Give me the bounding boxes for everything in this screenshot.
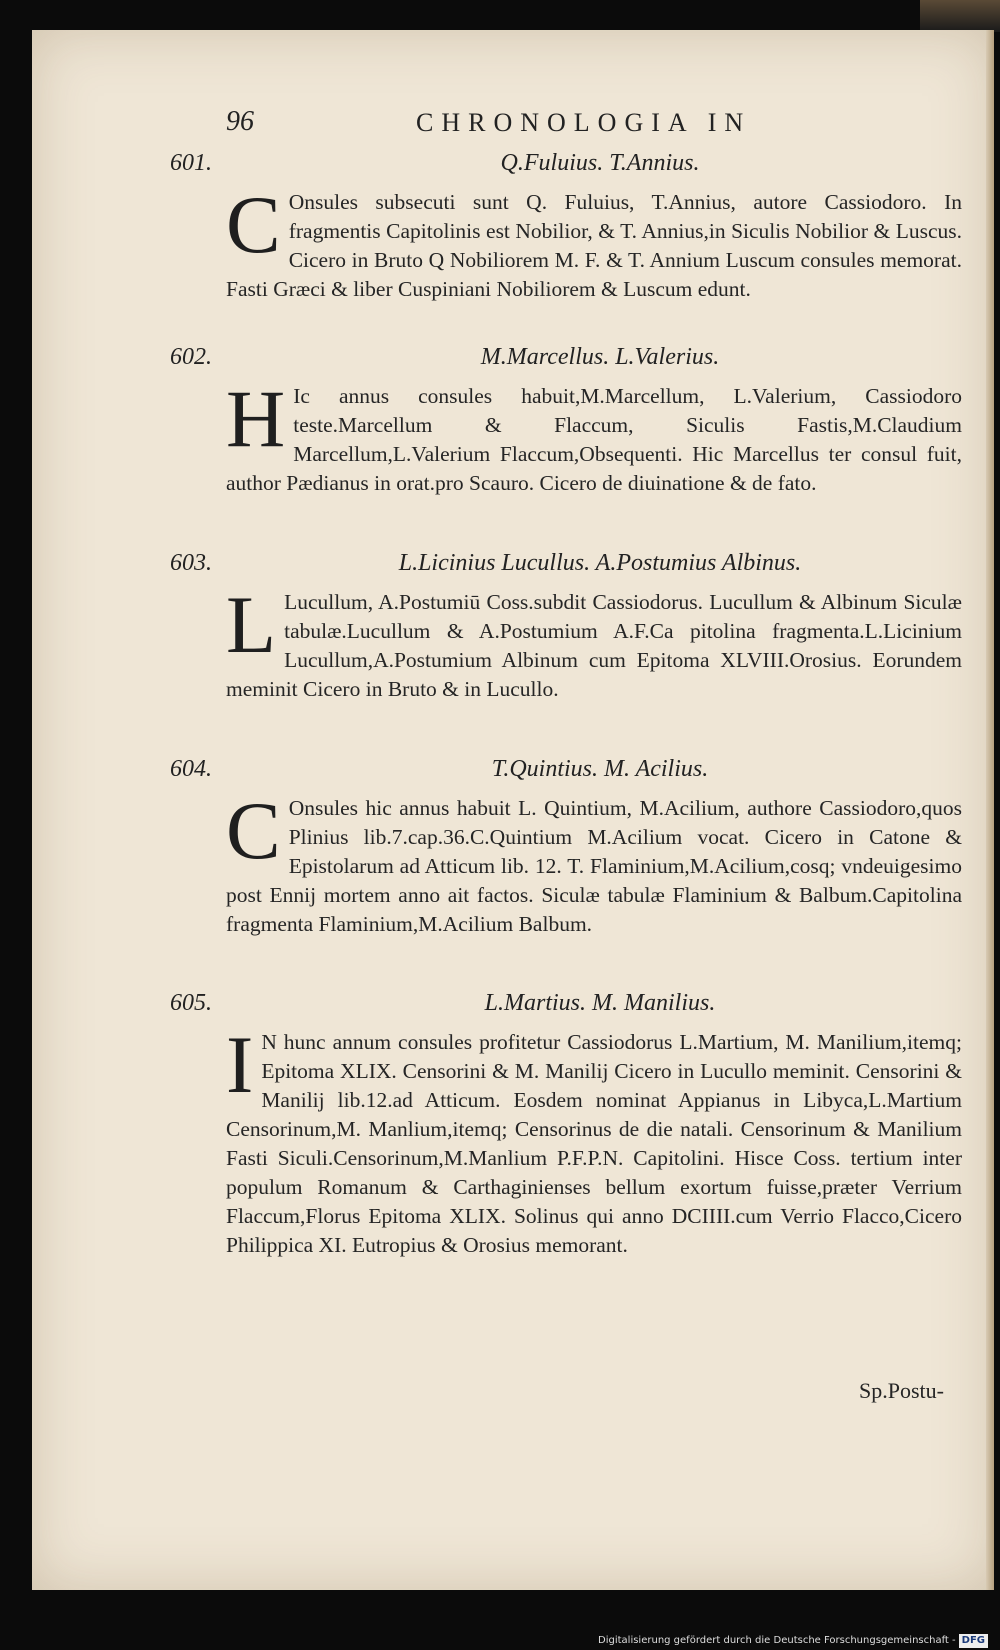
entry-text	[226, 373, 962, 498]
entry-consuls: T.Quintius. M. Acilius.	[491, 756, 709, 782]
drop-cap: H	[226, 373, 286, 464]
digitization-credit	[0, 1632, 1000, 1650]
entry-body: N hunc annum consules profitetur Cassiodorus L.Martium, M. Manilium,itemq; Epitoma XLIX. Censorini & M. Manilij Cicero in Lucullo meminit. Censorini & Manilij lib.12.ad Atticum. Eosdem nominat Appianus in Libyca,L.Martium Censorinum,M. Manlium,itemq; Censorinus de die natali. Censorinum & Manilium Fasti Siculi.Censorinum,M.Manlium P.F.P.N. Capitolini. Hisce Coss. tertium inter populum Romanum & Carthaginienses bellum exortum fuisse,præter Verrium Flaccum,Florus Epitoma XLIX. Solinus qui anno DCIIII.cum Verrio Flacco,Cicero Philippica XI. Eutropius & Orosius memorant.	[226, 1030, 962, 1257]
entry-consuls: M.Marcellus. L.Valerius.	[480, 344, 720, 370]
entry-consuls: L.Martius. M. Manilius.	[484, 990, 716, 1016]
entry-text	[226, 179, 962, 304]
entry-text	[226, 785, 962, 939]
drop-cap: I	[226, 1019, 254, 1110]
entry-text	[226, 1019, 962, 1260]
catchword: Sp.Postu-	[859, 1378, 944, 1403]
entry-body: Ic annus consules habuit,M.Marcellum, L.Valerium, Cassiodoro teste.Marcellum & Flaccum, Siculis Fastis,M.Claudium Marcellum,L.Valerium Flaccum,Obsequenti. Hic Marcellus ter consul fuit, author Pædianus in orat.pro Scauro. Cicero de diuinatione & de fato.	[226, 384, 962, 495]
dfg-logo: DFG	[959, 1634, 988, 1648]
entry-body: Onsules hic annus habuit L. Quintium, M.Acilium, authore Cassiodoro,quos Plinius lib.7.cap.36.C.Quintium M.Acilium vocat. Cicero in Catone & Epistolarum ad Atticum lib. 12. T. Flaminium,M.Acilium,cosq; vndeuigesimo post Ennij mortem anno ait factos. Siculæ tabulæ Flaminium & Balbum.Capitolina fragmenta Flaminium,M.Acilium Balbum.	[226, 796, 962, 936]
page-edge	[986, 30, 994, 1590]
entry-consuls: L.Licinius Lucullus. A.Postumius Albinus.	[398, 550, 802, 576]
entry-year: 602.	[170, 344, 212, 370]
drop-cap: C	[226, 785, 281, 876]
entry-year: 601.	[170, 150, 212, 176]
entry-year: 603.	[170, 550, 212, 576]
entry-year: 605.	[170, 990, 212, 1016]
entry-year: 604.	[170, 756, 212, 782]
entry-body: Onsules subsecuti sunt Q. Fuluius, T.Annius, autore Cassiodoro. In fragmentis Capitolinis est Nobilior, & T. Annius,in Siculis Nobilior & Luscus. Cicero in Bruto Q Nobiliorem M. F. & T. Annium Luscum consules memorat. Fasti Græci & liber Cuspiniani Nobiliorem & Luscum edunt.	[226, 190, 962, 301]
page-header	[226, 106, 966, 142]
credit-text: Digitalisierung gefördert durch die Deutsche Forschungsgemeinschaft -	[598, 1635, 956, 1646]
entry-consuls: Q.Fuluius. T.Annius.	[500, 150, 700, 176]
entry-body: Lucullum, A.Postumiū Coss.subdit Cassiodorus. Lucullum & Albinum Siculæ tabulæ.Lucullum & A.Postumium A.F.Ca pitolina fragmenta.L.Licinium Lucullum,A.Postumium Albinum cum Epitoma XLVIII.Orosius. Eorundem meminit Cicero in Bruto & in Lucullo.	[226, 590, 962, 701]
entry-text	[226, 579, 962, 704]
drop-cap: C	[226, 179, 281, 270]
book-spine-edge	[920, 0, 1000, 32]
page-number: 96	[226, 106, 254, 137]
running-title: CHRONOLOGIA IN	[416, 108, 752, 137]
drop-cap: L	[226, 579, 277, 670]
